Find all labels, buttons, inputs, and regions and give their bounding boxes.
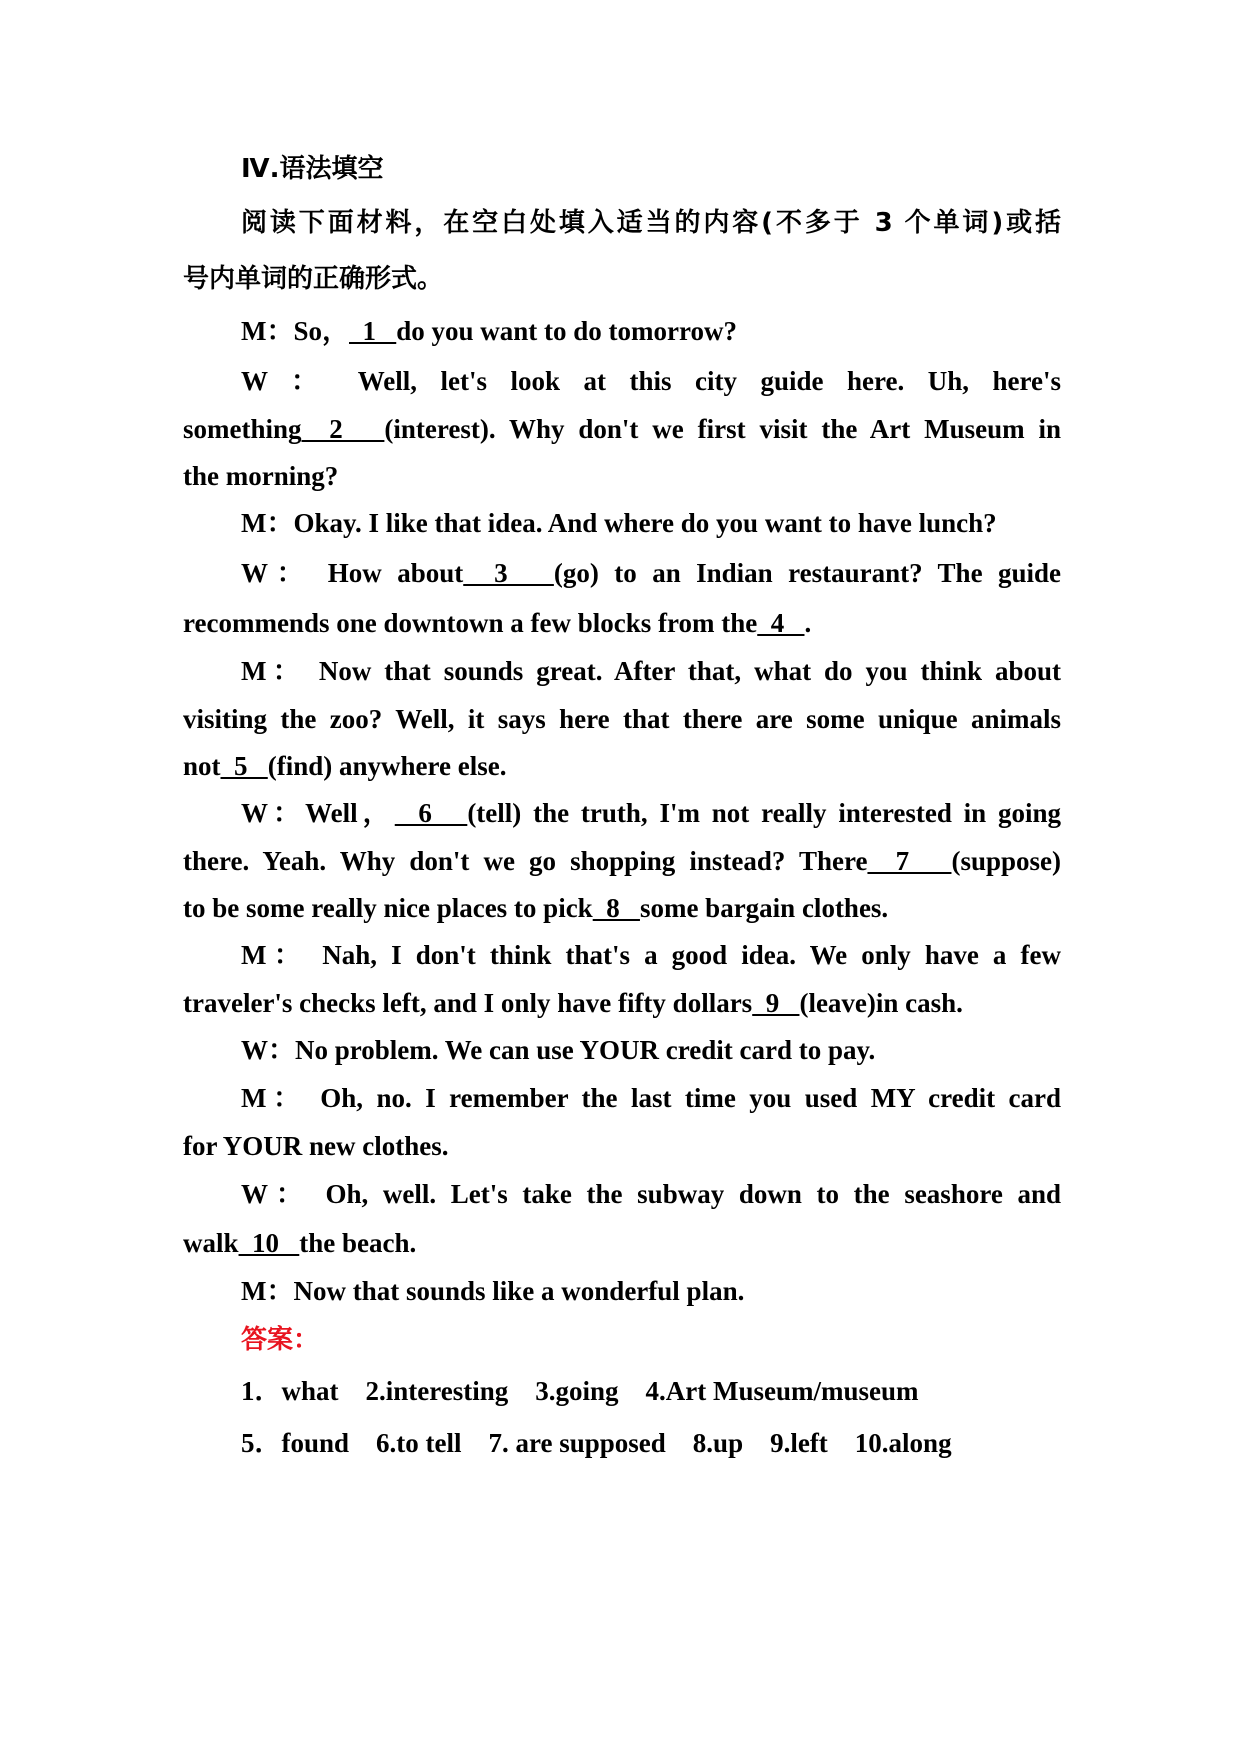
- dialogue-text: .: [804, 608, 812, 638]
- dialogue-text: M：Okay. I like that idea. And where do you want to have lunch?: [241, 508, 997, 538]
- blank-3: 3: [463, 558, 554, 588]
- dialogue-line: [183, 1219, 1061, 1267]
- dialogue-text: (interest). Why don't we first visit the Art Museum in: [384, 414, 1061, 444]
- answer-line-1: 1．what 2.interesting 3.going 4.Art Museum/museum: [241, 1376, 919, 1406]
- dialogue-text: M： Oh, no. I remember the last time you used MY credit card: [241, 1083, 1061, 1113]
- dialogue-line: [183, 1169, 1061, 1219]
- dialogue-text: recommends one downtown a few blocks from the: [183, 608, 758, 638]
- dialogue-text: (find) anywhere else.: [267, 751, 507, 781]
- dialogue-text: M： Now that sounds great. After that, what do you think about: [241, 656, 1061, 686]
- dialogue: [183, 305, 1061, 1315]
- dialogue-text: something: [183, 414, 302, 444]
- blank-10: 10: [238, 1228, 300, 1258]
- dialogue-text: the beach.: [299, 1228, 417, 1258]
- dialogue-line: [183, 695, 1061, 743]
- dialogue-text: W： How about: [241, 558, 464, 588]
- dialogue-line: [183, 647, 1061, 695]
- dialogue-line: [183, 789, 1061, 837]
- dialogue-text: (go) to an Indian restaurant? The guide: [553, 558, 1062, 588]
- dialogue-text: (tell) the truth, I'm not really interested in going: [467, 798, 1062, 828]
- dialogue-text: (leave)in cash.: [799, 988, 963, 1018]
- dialogue-text: the morning?: [183, 461, 339, 491]
- dialogue-line: [183, 453, 1061, 499]
- dialogue-text: M：So，: [241, 316, 349, 346]
- answer-heading: 答案：: [241, 1325, 320, 1355]
- dialogue-line: [183, 931, 1061, 979]
- blank-4: 4: [757, 608, 805, 638]
- blank-8: 8: [592, 893, 640, 923]
- dialogue-line: [183, 1073, 1061, 1123]
- dialogue-line: [183, 1267, 1061, 1315]
- dialogue-line: [183, 837, 1061, 885]
- dialogue-text: do you want to do tomorrow?: [396, 316, 738, 346]
- instructions-line-2: 号内单词的正确形式。: [183, 264, 444, 294]
- answer-line-2: 5．found 6.to tell 7. are supposed 8.up 9.left 10.along: [241, 1428, 952, 1458]
- dialogue-line: [183, 885, 1061, 931]
- blank-5: 5: [220, 751, 268, 781]
- dialogue-text: M：Now that sounds like a wonderful plan.: [241, 1276, 745, 1306]
- dialogue-line: [183, 743, 1061, 789]
- dialogue-line: [183, 979, 1061, 1027]
- exercise-content: [183, 145, 1061, 1469]
- dialogue-text: not: [183, 751, 221, 781]
- dialogue-line: [183, 1027, 1061, 1073]
- dialogue-text: for YOUR new clothes.: [183, 1131, 449, 1161]
- blank-1: 1: [349, 316, 397, 346]
- dialogue-line: [183, 499, 1061, 547]
- dialogue-text: (suppose): [951, 846, 1061, 876]
- dialogue-line: [183, 547, 1061, 599]
- dialogue-text: traveler's checks left, and I only have fifty dollars: [183, 988, 753, 1018]
- dialogue-text: to be some really nice places to pick: [183, 893, 593, 923]
- dialogue-line: [183, 305, 1061, 357]
- dialogue-text: W：Well，: [241, 798, 395, 828]
- blank-7: 7: [867, 846, 952, 876]
- dialogue-line: [183, 405, 1061, 453]
- blank-9: 9: [752, 988, 800, 1018]
- dialogue-text: some bargain clothes.: [639, 893, 889, 923]
- dialogue-line: [183, 599, 1061, 647]
- dialogue-line: [183, 1123, 1061, 1169]
- dialogue-text: W： Oh, well. Let's take the subway down to the seashore and: [241, 1179, 1061, 1209]
- dialogue-text: W：No problem. We can use YOUR credit card to pay.: [241, 1035, 876, 1065]
- dialogue-text: walk: [183, 1228, 239, 1258]
- dialogue-text: W ： Well, let's look at this city guide here. Uh, here's: [241, 366, 1061, 396]
- dialogue-text: there. Yeah. Why don't we go shopping instead? There: [183, 846, 868, 876]
- section-title: Ⅳ.语法填空: [241, 154, 384, 184]
- dialogue-line: [183, 357, 1061, 405]
- instructions-line-1: 阅读下面材料，在空白处填入适当的内容(不多于 3 个单词)或括: [241, 208, 1061, 238]
- dialogue-text: visiting the zoo? Well, it says here that there are some unique animals: [183, 704, 1061, 734]
- blank-6: 6: [394, 798, 468, 828]
- dialogue-text: M： Nah, I don't think that's a good idea. We only have a few: [241, 940, 1061, 970]
- blank-2: 2: [301, 414, 385, 444]
